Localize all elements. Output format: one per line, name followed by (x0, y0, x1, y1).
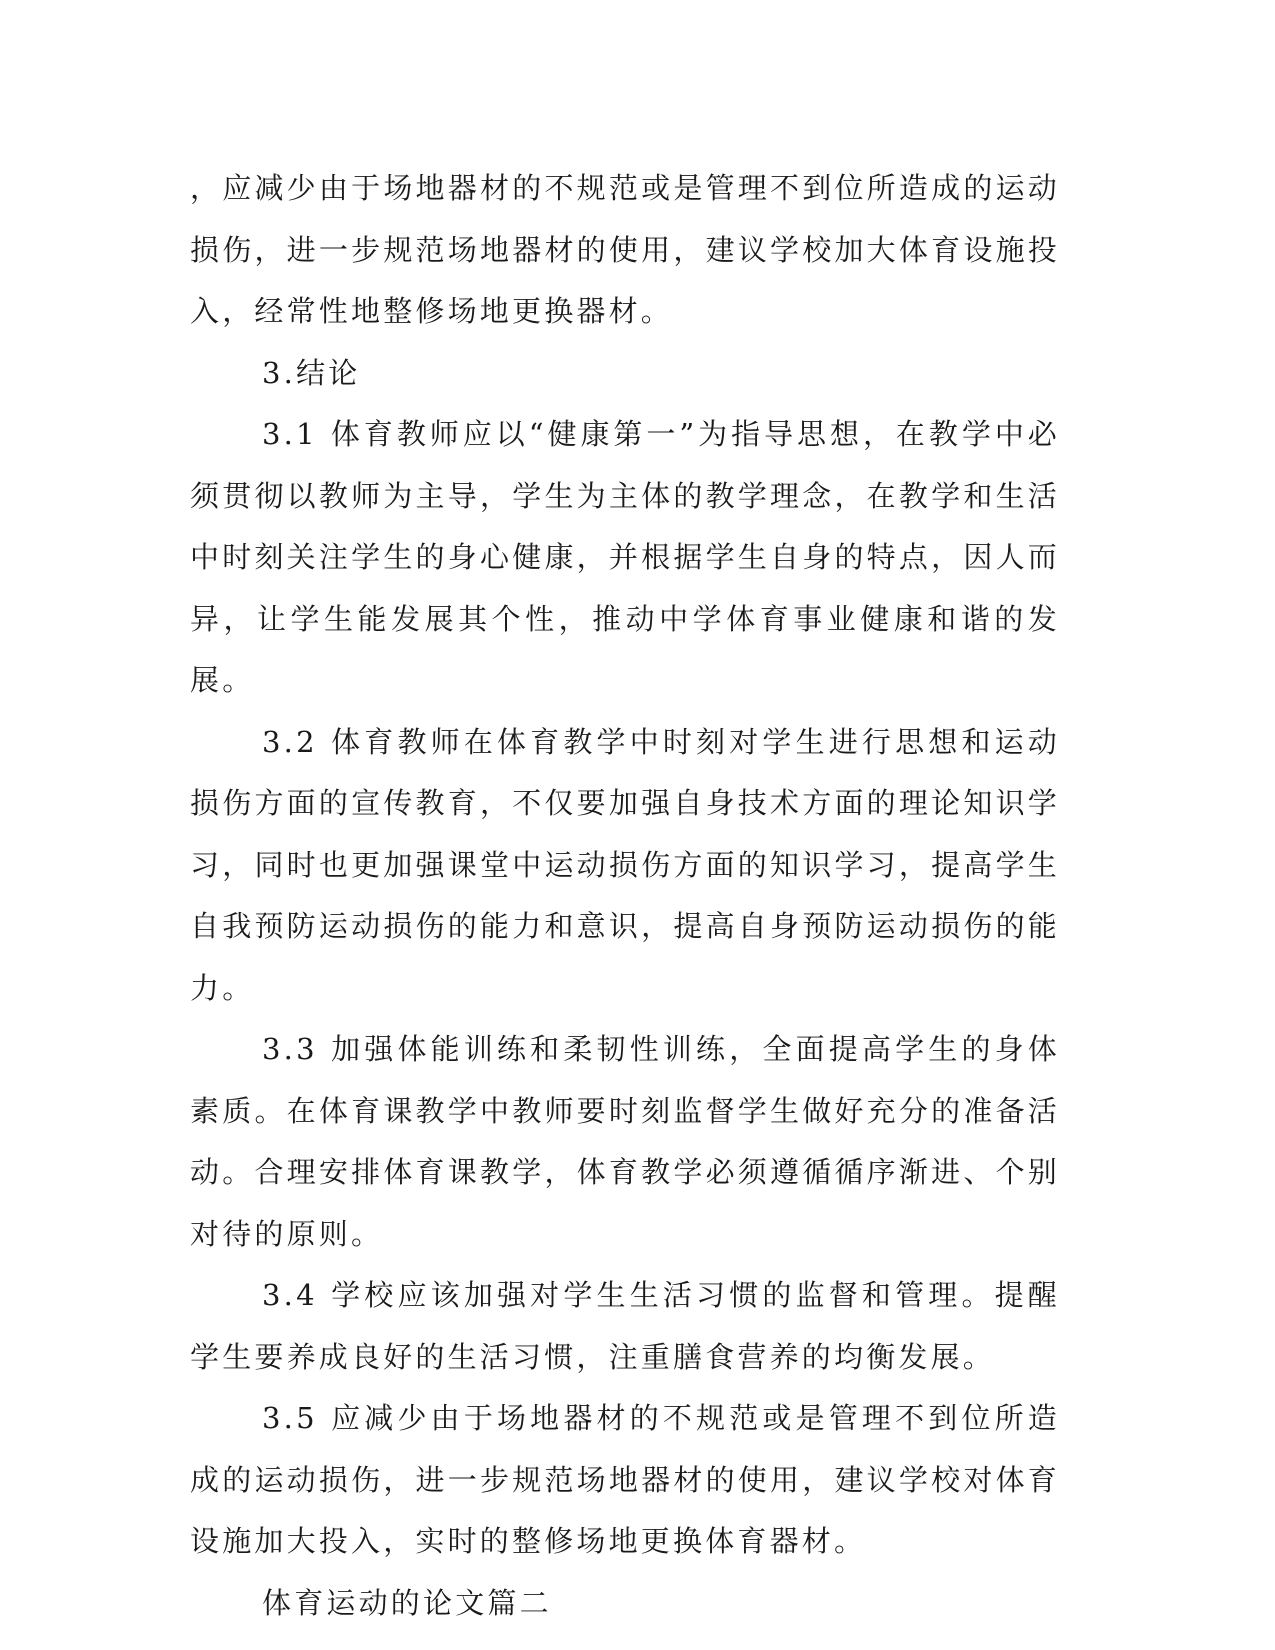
paragraph-continuation: ，应减少由于场地器材的不规范或是管理不到位所造成的运动损伤，进一步规范场地器材的使用，建议学校加大体育设施投入，经常性地整修场地更换器材。 (190, 171, 1060, 328)
article-title-part-two: 体育运动的论文篇二 (262, 1585, 552, 1620)
paragraph-3-2: 3.2 体育教师在体育教学中时刻对学生进行思想和运动损伤方面的宣传教育，不仅要加强自身技术方面的理论知识学习，同时也更加强课堂中运动损伤方面的知识学习，提高学生自我预防运动损伤的能力和意识，提高自身预防运动损伤的能力。 (190, 724, 1060, 1005)
paragraph-3-3: 3.3 加强体能训练和柔韧性训练，全面提高学生的身体素质。在体育课教学中教师要时刻监督学生做好充分的准备活动。合理安排体育课教学，体育教学必须遵循循序渐进、个别对待的原则。 (190, 1032, 1060, 1251)
paragraph-3-1: 3.1 体育教师应以“健康第一”为指导思想，在教学中必须贯彻以教师为主导，学生为主体的教学理念，在教学和生活中时刻关注学生的身心健康，并根据学生自身的特点，因人而异，让学生能发展其个性，推动中学体育事业健康和谐的发展。 (190, 417, 1060, 697)
paragraph-3-5: 3.5 应减少由于场地器材的不规范或是管理不到位所造成的运动损伤，进一步规范场地器材的使用，建议学校对体育设施加大投入，实时的整修场地更换体育器材。 (190, 1401, 1060, 1558)
paragraph-3-4: 3.4 学校应该加强对学生生活习惯的监督和管理。提醒学生要养成良好的生活习惯，注重膳食营养的均衡发展。 (190, 1278, 1060, 1374)
document-body (190, 158, 1060, 1634)
section-heading-conclusion: 3.结论 (262, 355, 361, 390)
